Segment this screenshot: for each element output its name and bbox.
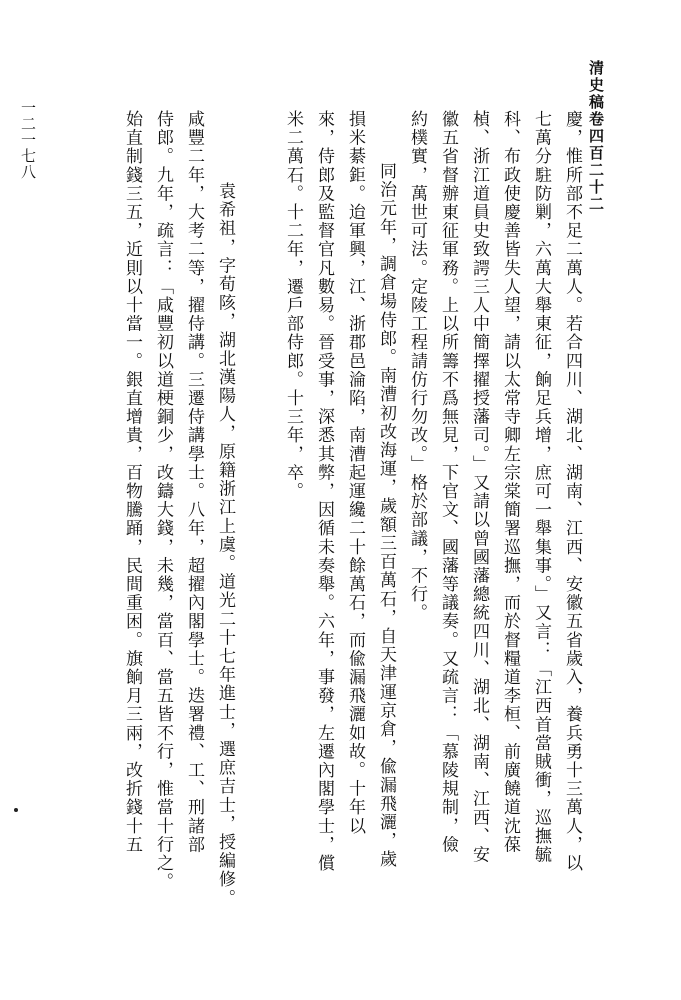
text-column: 慶，惟所部不足二萬人。若合四川、湖北、湖南、江西、安徽五省歲入，養兵勇十三萬人，以 [562,110,582,873]
text-column: 約樸實，萬世可法。定陵工程請仿行勿改。」格於部議，不行。 [407,110,427,623]
text-column: 損米綦鉅。迨軍興，江、浙郡邑淪陷，南漕起運纔二十餘萬石，而偸漏飛灑如故。十年以 [345,110,365,836]
text-column: 始直制錢三五，近則以十當一。銀直增貴，百物騰踊，民間重困。旗餉月三兩，改折錢十五 [122,110,142,854]
page-number: 一二一七八 [19,100,37,180]
text-column: 來，侍郎及監督官凡數易。晉受事，深悉其弊，因循未奏舉。六年，事發，左遷內閣學士，償 [314,110,334,873]
text-column: 楨、浙江道員史致諤三人中簡擇擢授藩司。」又請以曾國藩總統四川、湖北、湖南、江西、安 [469,110,489,865]
text-column: 侍郎。九年，疏言：「咸豐初以道梗銅少，改鑄大錢，未幾，當百、當五皆不行，惟當十行之。 [153,110,173,892]
book-title-header: 清史稿卷四百二十二 [587,60,605,213]
text-column: 科、布政使慶善皆失人望，請以太常寺卿左宗棠簡署巡撫，而於督糧道李桓、前廣饒道沈葆 [500,110,520,854]
text-column: 咸豐二年，大考二等，擢侍講。三遷侍講學士。八年，超擢內閣學士。迭署禮、工、刑諸部 [184,110,204,854]
text-column: 徽五省督辦東征軍務。上以所籌不爲無見，下官文、國藩等議奏。又疏言：「慕陵規制，儉 [438,110,458,854]
text-column: 七萬分駐防剿，六萬大舉東征，餉足兵增，庶可一舉集事。」又言：「江西首當賊衝，巡撫毓 [531,110,551,865]
text-column: 米二萬石。十二年，遷戶部侍郎。十三年，卒。 [283,110,303,501]
text-column: 袁希祖，字荀陔，湖北漢陽人，原籍浙江上虞。道光二十七年進士，選庶吉士，授編修。 [215,182,235,908]
text-column: 同治元年，調倉場侍郎。南漕初改海運，歲額三百萬石，自天津運京倉，偸漏飛灑，歲 [376,162,396,869]
margin-dot [14,808,18,812]
